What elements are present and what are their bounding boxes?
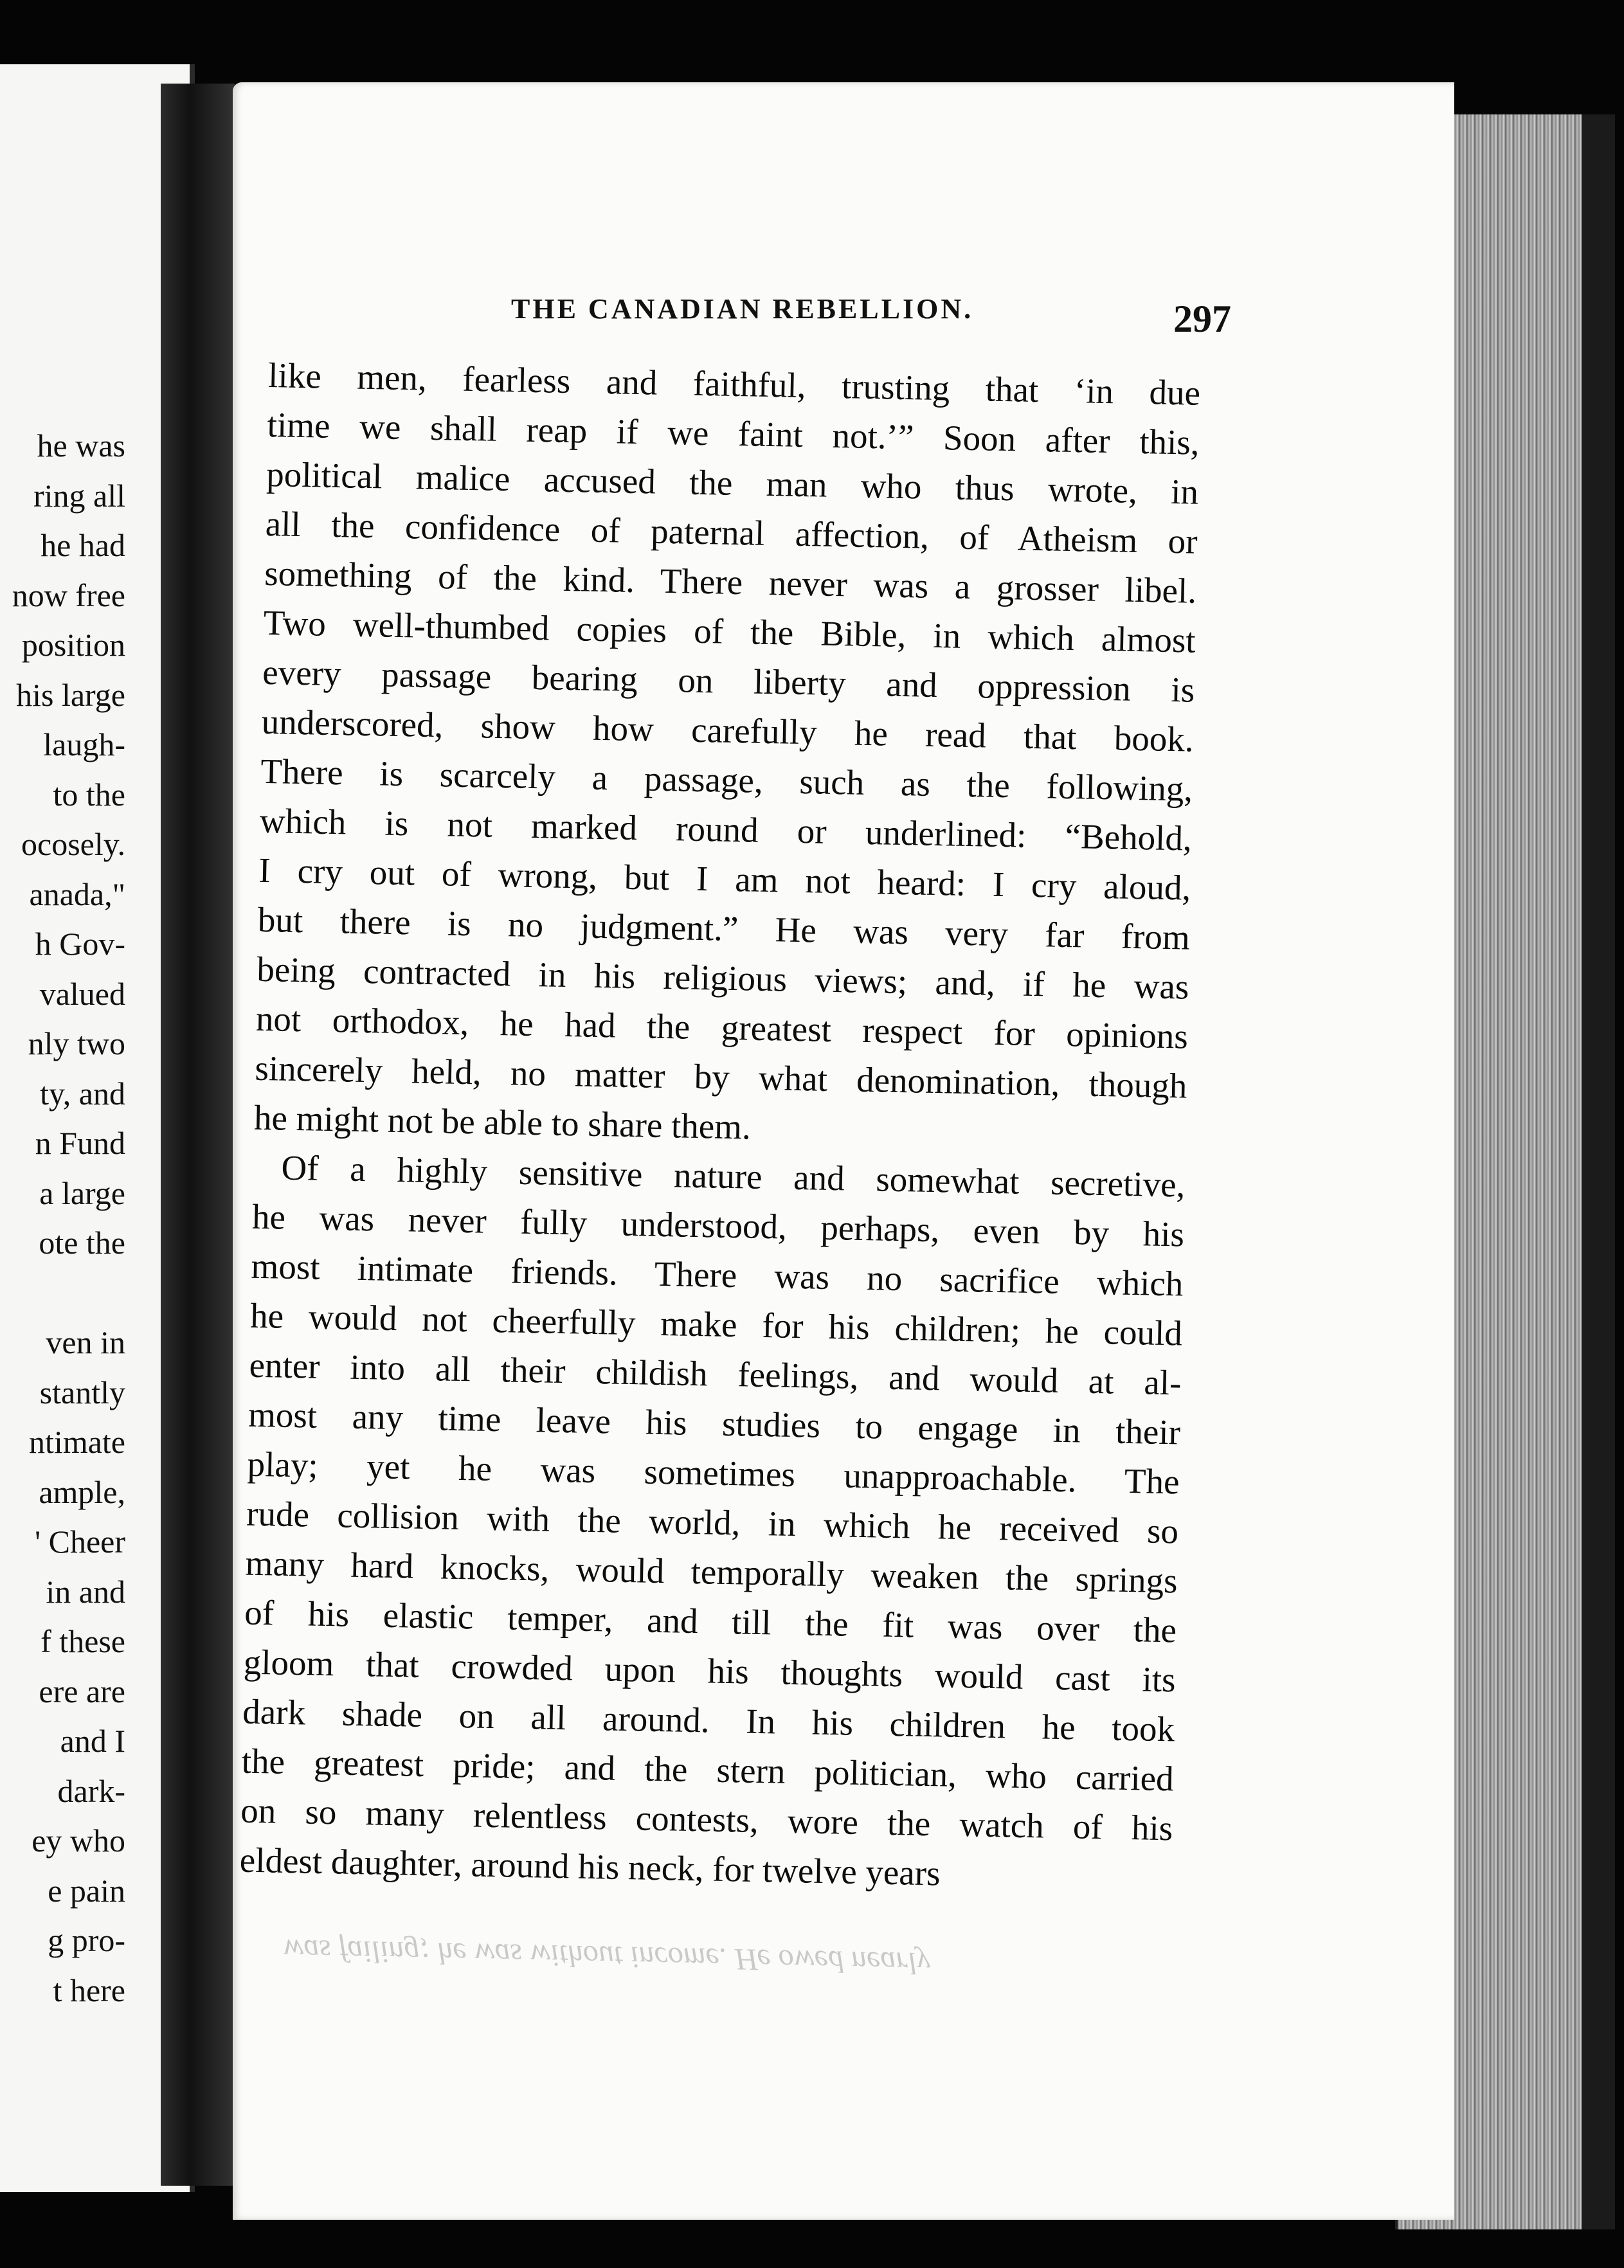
facing-page-line: h Gov- [35,926,125,962]
text-line: sincerely held, no matter by what denomination, though [254,1048,1187,1106]
facing-page-line [0,1268,125,1318]
facing-page-line: anada," [29,876,125,912]
text-line: not orthodox, he had the greatest respect for opinions [255,998,1189,1056]
facing-page-line: ey who [32,1823,125,1859]
facing-page-line: laugh- [43,726,125,762]
facing-page-line: valued [39,975,125,1012]
facing-page-line: ' Cheer [35,1524,125,1560]
facing-page-line: and I [60,1723,125,1759]
facing-page-line: nly two [28,1025,125,1061]
page-number: 297 [1173,298,1231,340]
facing-page-line: he had [41,527,125,563]
facing-page-line: g pro- [48,1922,125,1958]
text-line: most intimate friends. There was no sacrifice which [251,1246,1184,1304]
facing-page-line: n Fund [35,1125,125,1161]
text-line: Two well-thumbed copies of the Bible, in which almost [263,602,1196,660]
text-line: of his elastic temper, and till the fit was over the [244,1592,1177,1650]
body-text [239,350,1201,1902]
text-line: he was never fully understood, perhaps, even by his [251,1196,1185,1254]
facing-page-line: he was [37,428,125,464]
show-through-text: was failing; he was without income. He owed nearly [282,1932,931,1981]
facing-page-line: ere are [39,1673,125,1709]
facing-page-line: to the [53,776,125,813]
facing-page-line: his large [16,676,125,713]
facing-page-line: position [21,627,125,663]
text-line: all the confidence of paternal affection, of Atheism or [265,503,1198,561]
facing-page-line: now free [12,577,125,613]
text-line: Of a highly sensitive nature and somewhat secretive, [281,1148,1186,1205]
facing-page-line: in and [46,1573,125,1610]
text-line: There is scarcely a passage, such as the following, [260,751,1193,809]
text-line: every passage bearing on liberty and oppression is [262,652,1195,710]
text-line: something of the kind. There never was a grosser libel. [264,553,1197,611]
text-line: being contracted in his religious views; and, if he was [256,949,1189,1007]
text-line: like men, fearless and faithful, trusting that ‘in due [267,355,1201,413]
text-line: he might not be able to share them. [253,1097,752,1147]
text-line: enter into all their childish feelings, and would at al- [249,1345,1182,1403]
book-cover-edge [1582,114,1615,2229]
text-line: play; yet he was sometimes unapproachable. The [247,1444,1180,1502]
text-line: dark shade on all around. In his children he took [242,1691,1175,1749]
facing-page-line: dark- [57,1772,125,1809]
facing-page-line: ote the [39,1225,125,1261]
text-line: I cry out of wrong, but I am not heard: I cry aloud, [258,850,1191,908]
text-line: but there is no judgment.” He was very far from [257,899,1191,957]
text-line: which is not marked round or underlined: “Behold, [259,800,1193,858]
text-line: underscored, show how carefully he read that book. [261,701,1195,759]
facing-page-line: ample, [39,1473,125,1510]
facing-page-line: t here [53,1972,125,2008]
facing-page-line: a large [39,1174,125,1211]
facing-page-line: f these [41,1623,125,1659]
facing-page-line: ocosely. [21,826,125,862]
facing-page-line: ven in [46,1324,125,1360]
facing-page-line: ty, and [40,1075,125,1112]
book-gutter [161,84,235,2186]
facing-page-line: ntimate [29,1424,125,1460]
facing-page-line: stantly [39,1374,125,1410]
text-line: he would not cheerfully make for his children; he could [249,1295,1183,1353]
running-head: THE CANADIAN REBELLION. [511,293,974,325]
facing-page-line: e pain [48,1872,125,1909]
text-line: many hard knocks, would temporally weaken the springs [245,1543,1178,1601]
text-line: the greatest pride; and the stern politician, who carried [241,1741,1175,1799]
text-line: on so many relentless contests, wore the watch of his [240,1790,1173,1848]
facing-page-text [0,421,125,2015]
text-line: eldest daughter, around his neck, for twelve years [239,1840,941,1893]
text-line: most any time leave his studies to engage in their [248,1394,1181,1452]
facing-page-line: ring all [33,477,125,514]
text-line: political malice accused the man who thus wrote, in [266,454,1199,512]
text-line: gloom that crowded upon his thoughts would cast its [243,1642,1177,1700]
text-line: time we shall reap if we faint not.’” Soon after this, [267,404,1200,462]
text-line: rude collision with the world, in which he received so [246,1493,1179,1551]
